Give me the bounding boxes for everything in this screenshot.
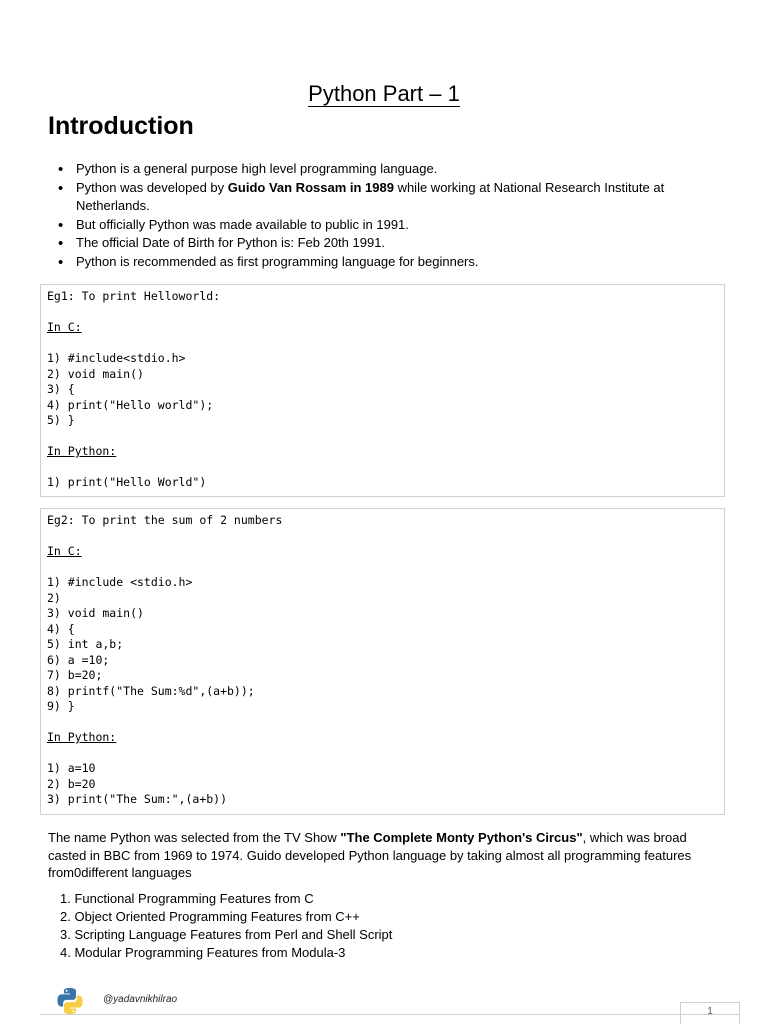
python-logo-icon [55, 986, 85, 1016]
code-line: 7) b=20; [47, 668, 103, 682]
code-example-2 [40, 508, 725, 815]
code-example-title: Eg2: To print the sum of 2 numbers [47, 513, 283, 527]
bullet-item: • Python was developed by Guido Van Rossam in 1989 while working at National Research Institute at Netherlands. [48, 179, 688, 216]
code-line: 3) void main() [47, 606, 144, 620]
feature-item: 1. Functional Programming Features from C [60, 891, 314, 906]
code-line: 8) printf("The Sum:%d",(a+b)); [47, 683, 255, 698]
features-list [48, 890, 688, 962]
bullet-item: • But officially Python was made available to public in 1991. [48, 216, 688, 235]
code-line: 5) } [47, 413, 75, 427]
code-line: 2) [47, 590, 61, 605]
bullet-item: • Python is a general purpose high level programming language. [48, 160, 688, 179]
code-line: 4) print("Hello world"); [47, 397, 214, 412]
python-label: In Python: [47, 444, 117, 458]
code-line: 4) { [47, 621, 75, 636]
feature-item: 2. Object Oriented Programming Features from C++ [60, 909, 360, 924]
history-paragraph: The name Python was selected from the TV Show "The Complete Monty Python's Circus", which was broad casted in BBC from 1969 to 1974. Guido developed Python language by taking almost all programming features from0different languages [48, 830, 692, 880]
feature-item: 4. Modular Programming Features from Modula-3 [60, 945, 346, 960]
c-label: In C: [47, 320, 82, 334]
code-line: 2) void main() [47, 366, 144, 381]
page-number: 1 [680, 1002, 740, 1024]
feature-item: 3. Scripting Language Features from Perl and Shell Script [60, 927, 393, 942]
author-handle: @yadavnikhilrao [103, 994, 178, 1005]
code-line: 9) } [47, 699, 75, 713]
section-heading: Introduction [48, 112, 194, 140]
code-line: 1) print("Hello World") [47, 475, 207, 489]
code-line: 2) b=20 [47, 776, 96, 791]
document-title: Python Part – 1 [308, 81, 460, 106]
code-example-1 [40, 284, 725, 497]
intro-bullet-list [48, 160, 688, 271]
code-line: 3) print("The Sum:",(a+b)) [47, 792, 228, 806]
python-label: In Python: [47, 730, 117, 744]
code-line: 1) #include <stdio.h> [47, 575, 193, 589]
bullet-item: • The official Date of Birth for Python is: Feb 20th 1991. [48, 234, 688, 253]
c-label: In C: [47, 544, 82, 558]
code-example-title: Eg1: To print Helloworld: [47, 289, 221, 303]
footer-divider [40, 1014, 740, 1015]
code-line: 1) #include<stdio.h> [47, 351, 186, 365]
code-line: 1) a=10 [47, 761, 96, 775]
bullet-item: • Python is recommended as first programming language for beginners. [48, 253, 688, 272]
code-line: 6) a =10; [47, 652, 110, 667]
code-line: 3) { [47, 382, 75, 396]
code-line: 5) int a,b; [47, 637, 124, 651]
